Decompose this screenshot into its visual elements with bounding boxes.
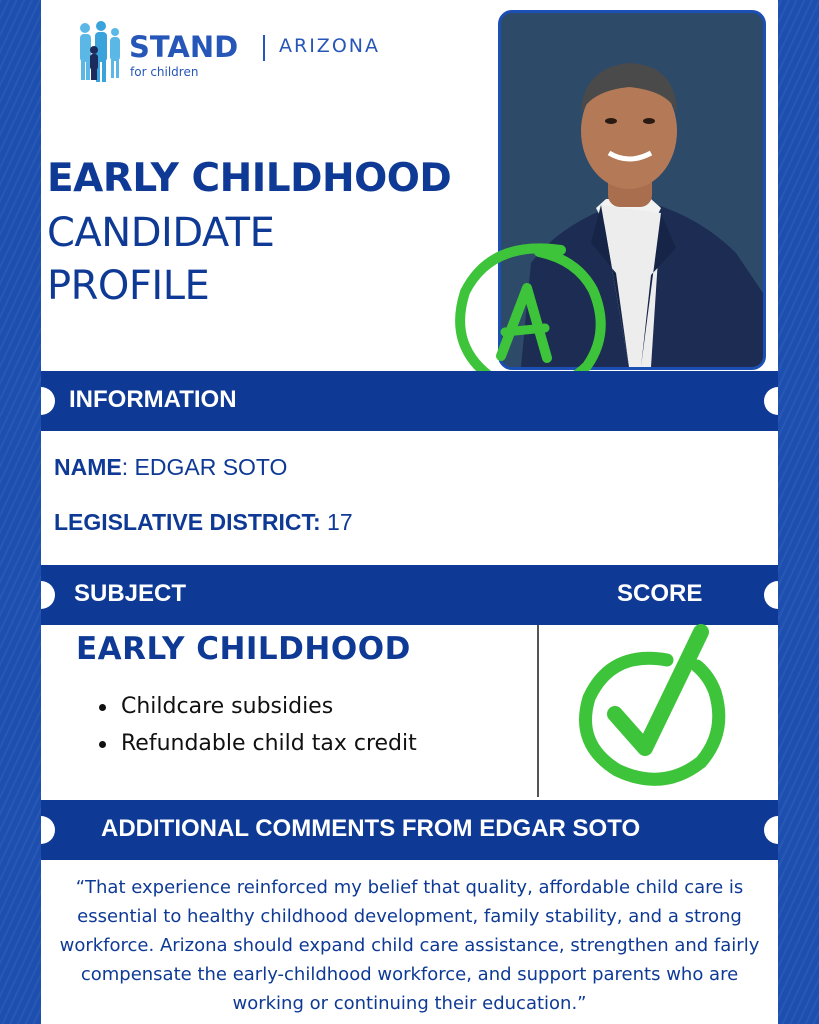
family-figures-icon <box>77 20 123 84</box>
page-title-line-1: EARLY CHILDHOOD <box>47 156 452 201</box>
stand-for-children-logo <box>77 20 407 84</box>
subject-title: EARLY CHILDHOOD <box>76 631 411 667</box>
column-divider <box>537 625 539 797</box>
list-item: Refundable child tax credit <box>99 725 417 762</box>
logo-brand-text: STAND <box>129 30 239 64</box>
candidate-name <box>54 454 287 481</box>
grade-letter: A <box>443 236 444 237</box>
green-checkmark-icon <box>571 620 731 790</box>
name-value: : EDGAR SOTO <box>121 454 288 480</box>
candidate-profile-card <box>41 0 778 1024</box>
logo-state: ARIZONA <box>279 35 380 57</box>
district-value: 17 <box>320 509 353 535</box>
information-banner <box>41 371 778 431</box>
page-title-line-2: CANDIDATE <box>47 210 275 256</box>
subject-bullet-list <box>99 688 417 762</box>
logo-divider <box>263 35 265 61</box>
comments-header: ADDITIONAL COMMENTS FROM EDGAR SOTO <box>101 815 641 842</box>
information-header: INFORMATION <box>69 386 237 413</box>
subject-score-banner <box>41 565 778 625</box>
logo-tagline: for children <box>130 65 199 79</box>
district-label: LEGISLATIVE DISTRICT: <box>54 509 321 535</box>
page-title-line-3: PROFILE <box>47 263 210 309</box>
candidate-quote: “That experience reinforced my belief that quality, affordable child care is essential to healthy childhood development, family stability, and a strong workforce. Arizona should expand child care assistance, strengthen and fairly compensate the early-childhood workforce, and support parents who are working or continuing their education.” <box>59 877 760 1014</box>
comments-banner <box>41 800 778 860</box>
subject-header: SUBJECT <box>74 580 187 607</box>
score-header: SCORE <box>617 580 703 607</box>
legislative-district <box>54 509 353 536</box>
name-label: NAME <box>54 454 122 480</box>
list-item: Childcare subsidies <box>99 688 417 725</box>
